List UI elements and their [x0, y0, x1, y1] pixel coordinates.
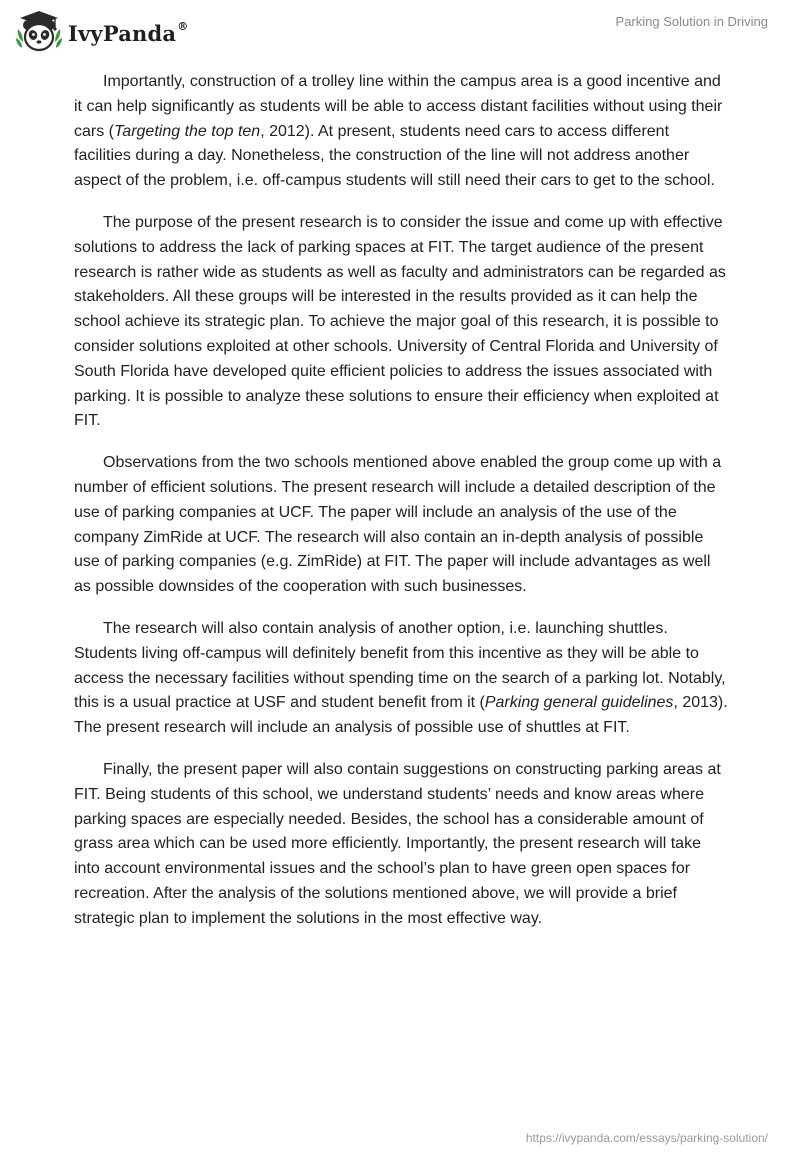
source-url[interactable]: https://ivypanda.com/essays/parking-solution/ — [525, 1131, 768, 1145]
paragraph — [74, 758, 728, 932]
paragraph — [74, 211, 728, 434]
paragraph-text: Observations from the two schools mentioned above enabled the group come up with a number of efficient solutions. The present research will include a detailed description of the use of parking companies at UCF. The paper will include an analysis of the use of the company ZimRide at UCF. The research will also contain an in-depth analysis of possible use of parking companies (e.g. ZimRide) at FIT. The paper will include advantages as well as possible downsides of the cooperation with such businesses. — [74, 454, 722, 596]
paragraph-text: , 2012). At present, students need cars to access different facilities during a day. Nonetheless, the construction of the line will not address another aspect of the problem, i.e. off-campus students will still need their cars to get to the school. — [74, 122, 715, 190]
paragraph — [74, 617, 728, 741]
paragraph-text: Finally, the present paper will also contain suggestions on constructing parking areas at FIT. Being students of this school, we understand students’ needs and know areas where parking spaces are especially needed. Besides, the school has a considerable amount of grass area which can be used more efficiently. Importantly, the present research will take into account environmental issues and the school’s plan to have green open spaces for recreation. After the analysis of the solutions mentioned above, we will provide a brief strategic plan to implement the solutions in the most effective way. — [74, 760, 721, 927]
brand-name: IvyPanda® — [68, 19, 189, 46]
page-header — [0, 0, 800, 60]
panda-graduate-icon — [14, 8, 64, 54]
brand-logo[interactable] — [14, 8, 188, 54]
paragraph — [74, 451, 728, 600]
paragraph-text: The purpose of the present research is to consider the issue and come up with effective solutions to address the lack of parking spaces at FIT. The target audience of the present research is rather wide as students as well as faculty and administrators can be regarded as stakeholders. All these groups will be interested in the results provided as it can help the school achieve its strategic plan. To achieve the major goal of this research, it is possible to consider solutions exploited at other schools. University of Central Florida and University of South Florida have developed quite efficient policies to address the issues associated with parking. It is possible to analyze these solutions to ensure their efficiency when exploited at FIT. — [74, 213, 726, 430]
citation-title: Targeting the top ten — [114, 122, 261, 140]
essay-body — [74, 70, 728, 949]
paragraph-text: Importantly, construction of a trolley line within the campus area is a good incentive and it can help significantly as students will be able to access distant facilities without using their cars ( — [74, 73, 723, 140]
paragraph-text: The research will also contain analysis of another option, i.e. launching shuttles. Students living off-campus will definitely benefit from this incentive as they will be able to access the necessary facilities without spending time on the search of a parking lot. Notably, this is a usual practice at USF and student benefit from it ( — [74, 619, 726, 712]
registered-mark: ® — [177, 19, 189, 33]
paragraph-text: , 2013). The present research will include an analysis of possible use of shuttles at FIT. — [74, 694, 728, 737]
document-title: Parking Solution in Driving — [615, 14, 768, 29]
citation-title: Parking general guidelines — [484, 694, 674, 712]
paragraph — [74, 70, 728, 194]
